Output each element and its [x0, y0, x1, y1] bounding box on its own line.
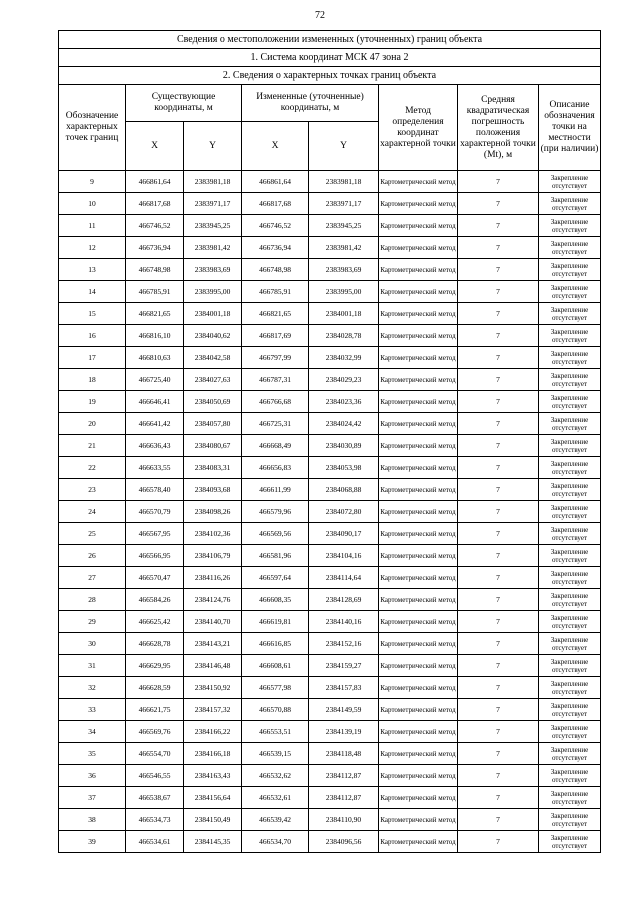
method-cell: Картометрический метод: [379, 721, 458, 743]
error-value: 7: [458, 567, 539, 589]
changed-x: 466785,91: [242, 281, 309, 303]
point-number: 39: [59, 831, 126, 853]
changed-x: 466608,35: [242, 589, 309, 611]
error-value: 7: [458, 391, 539, 413]
point-number: 26: [59, 545, 126, 567]
existing-y: 2384093,68: [184, 479, 242, 501]
table-row: [59, 435, 601, 457]
table-row: [59, 391, 601, 413]
changed-x: 466577,98: [242, 677, 309, 699]
table-row: [59, 347, 601, 369]
description-cell: Закрепление отсутствует: [539, 479, 601, 501]
method-cell: Картометрический метод: [379, 545, 458, 567]
point-number: 31: [59, 655, 126, 677]
existing-y: 2383945,25: [184, 215, 242, 237]
point-number: 36: [59, 765, 126, 787]
point-number: 29: [59, 611, 126, 633]
changed-x: 466539,15: [242, 743, 309, 765]
point-number: 27: [59, 567, 126, 589]
method-cell: Картометрический метод: [379, 523, 458, 545]
changed-y: 2384029,23: [309, 369, 379, 391]
changed-x: 466539,42: [242, 809, 309, 831]
point-number: 35: [59, 743, 126, 765]
error-value: 7: [458, 479, 539, 501]
changed-y: 2383971,17: [309, 193, 379, 215]
header-existing-y: Y: [184, 122, 242, 171]
table-row: [59, 259, 601, 281]
existing-x: 466816,10: [126, 325, 184, 347]
header-point-designation: Обозначение характерных точек границ: [59, 85, 126, 171]
description-cell: Закрепление отсутствует: [539, 369, 601, 391]
changed-y: 2384139,19: [309, 721, 379, 743]
table-row: [59, 303, 601, 325]
error-value: 7: [458, 259, 539, 281]
existing-x: 466641,42: [126, 413, 184, 435]
description-cell: Закрепление отсутствует: [539, 809, 601, 831]
existing-y: 2384156,64: [184, 787, 242, 809]
existing-x: 466821,65: [126, 303, 184, 325]
changed-y: 2384152,16: [309, 633, 379, 655]
table-row: [59, 171, 601, 193]
changed-y: 2384140,16: [309, 611, 379, 633]
existing-x: 466810,63: [126, 347, 184, 369]
point-number: 19: [59, 391, 126, 413]
existing-y: 2384001,18: [184, 303, 242, 325]
existing-x: 466584,26: [126, 589, 184, 611]
changed-y: 2384053,98: [309, 457, 379, 479]
description-cell: Закрепление отсутствует: [539, 347, 601, 369]
table-row: [59, 215, 601, 237]
description-cell: Закрепление отсутствует: [539, 633, 601, 655]
existing-x: 466569,76: [126, 721, 184, 743]
point-number: 28: [59, 589, 126, 611]
table-row: [59, 325, 601, 347]
existing-y: 2384098,26: [184, 501, 242, 523]
description-cell: Закрепление отсутствует: [539, 501, 601, 523]
changed-x: 466570,88: [242, 699, 309, 721]
table-row: [59, 633, 601, 655]
error-value: 7: [458, 765, 539, 787]
method-cell: Картометрический метод: [379, 831, 458, 853]
method-cell: Картометрический метод: [379, 611, 458, 633]
method-cell: Картометрический метод: [379, 391, 458, 413]
error-value: 7: [458, 501, 539, 523]
table-row: [59, 699, 601, 721]
changed-x: 466579,96: [242, 501, 309, 523]
point-number: 14: [59, 281, 126, 303]
description-cell: Закрепление отсутствует: [539, 303, 601, 325]
method-cell: Картометрический метод: [379, 237, 458, 259]
header-existing-x: X: [126, 122, 184, 171]
header-changed-coords: Измененные (уточненные) координаты, м: [242, 85, 379, 122]
changed-x: 466725,31: [242, 413, 309, 435]
existing-x: 466554,70: [126, 743, 184, 765]
method-cell: Картометрический метод: [379, 171, 458, 193]
boundary-points-table: [58, 30, 601, 853]
existing-x: 466636,43: [126, 435, 184, 457]
header-error: Средняя квадратическая погрешность положения характерной точки (Mt), м: [458, 85, 539, 171]
changed-y: 2384149,59: [309, 699, 379, 721]
error-value: 7: [458, 831, 539, 853]
description-cell: Закрепление отсутствует: [539, 787, 601, 809]
changed-y: 2384128,69: [309, 589, 379, 611]
description-cell: Закрепление отсутствует: [539, 743, 601, 765]
existing-x: 466646,41: [126, 391, 184, 413]
existing-x: 466621,75: [126, 699, 184, 721]
changed-x: 466748,98: [242, 259, 309, 281]
existing-x: 466570,79: [126, 501, 184, 523]
changed-y: 2384112,87: [309, 787, 379, 809]
changed-y: 2384114,64: [309, 567, 379, 589]
existing-y: 2384166,18: [184, 743, 242, 765]
error-value: 7: [458, 743, 539, 765]
changed-y: 2383945,25: [309, 215, 379, 237]
header-changed-x: X: [242, 122, 309, 171]
point-number: 18: [59, 369, 126, 391]
error-value: 7: [458, 303, 539, 325]
changed-x: 466656,83: [242, 457, 309, 479]
existing-x: 466748,98: [126, 259, 184, 281]
changed-x: 466766,68: [242, 391, 309, 413]
changed-x: 466532,62: [242, 765, 309, 787]
method-cell: Картометрический метод: [379, 765, 458, 787]
point-number: 24: [59, 501, 126, 523]
error-value: 7: [458, 611, 539, 633]
changed-x: 466797,99: [242, 347, 309, 369]
changed-x: 466532,61: [242, 787, 309, 809]
table-row: [59, 281, 601, 303]
changed-y: 2384159,27: [309, 655, 379, 677]
point-number: 22: [59, 457, 126, 479]
changed-y: 2384110,90: [309, 809, 379, 831]
existing-y: 2383981,18: [184, 171, 242, 193]
existing-y: 2383971,17: [184, 193, 242, 215]
error-value: 7: [458, 413, 539, 435]
point-number: 12: [59, 237, 126, 259]
error-value: 7: [458, 721, 539, 743]
method-cell: Картометрический метод: [379, 501, 458, 523]
description-cell: Закрепление отсутствует: [539, 215, 601, 237]
existing-y: 2384163,43: [184, 765, 242, 787]
changed-x: 466736,94: [242, 237, 309, 259]
method-cell: Картометрический метод: [379, 193, 458, 215]
changed-x: 466821,65: [242, 303, 309, 325]
existing-y: 2384157,32: [184, 699, 242, 721]
header-existing-coords: Существующие координаты, м: [126, 85, 242, 122]
description-cell: Закрепление отсутствует: [539, 545, 601, 567]
changed-y: 2384157,83: [309, 677, 379, 699]
existing-x: 466817,68: [126, 193, 184, 215]
changed-x: 466569,56: [242, 523, 309, 545]
existing-y: 2384057,80: [184, 413, 242, 435]
method-cell: Картометрический метод: [379, 435, 458, 457]
description-cell: Закрепление отсутствует: [539, 765, 601, 787]
error-value: 7: [458, 369, 539, 391]
point-number: 16: [59, 325, 126, 347]
changed-y: 2384032,99: [309, 347, 379, 369]
method-cell: Картометрический метод: [379, 215, 458, 237]
method-cell: Картометрический метод: [379, 479, 458, 501]
description-cell: Закрепление отсутствует: [539, 567, 601, 589]
table-row: [59, 479, 601, 501]
method-cell: Картометрический метод: [379, 303, 458, 325]
point-number: 17: [59, 347, 126, 369]
section-title: 2. Сведения о характерных точках границ объекта: [59, 67, 601, 85]
existing-y: 2383981,42: [184, 237, 242, 259]
changed-x: 466553,51: [242, 721, 309, 743]
table-row: [59, 721, 601, 743]
changed-x: 466616,85: [242, 633, 309, 655]
method-cell: Картометрический метод: [379, 347, 458, 369]
table-row: [59, 369, 601, 391]
description-cell: Закрепление отсутствует: [539, 655, 601, 677]
table-row: [59, 677, 601, 699]
changed-y: 2384072,80: [309, 501, 379, 523]
error-value: 7: [458, 171, 539, 193]
description-cell: Закрепление отсутствует: [539, 281, 601, 303]
description-cell: Закрепление отсутствует: [539, 171, 601, 193]
changed-x: 466817,68: [242, 193, 309, 215]
point-number: 30: [59, 633, 126, 655]
point-number: 13: [59, 259, 126, 281]
changed-y: 2384090,17: [309, 523, 379, 545]
method-cell: Картометрический метод: [379, 699, 458, 721]
table-row: [59, 809, 601, 831]
table-row: [59, 523, 601, 545]
existing-x: 466566,95: [126, 545, 184, 567]
method-cell: Картометрический метод: [379, 787, 458, 809]
existing-x: 466534,61: [126, 831, 184, 853]
method-cell: Картометрический метод: [379, 589, 458, 611]
existing-x: 466567,95: [126, 523, 184, 545]
description-cell: Закрепление отсутствует: [539, 391, 601, 413]
description-cell: Закрепление отсутствует: [539, 193, 601, 215]
description-cell: Закрепление отсутствует: [539, 677, 601, 699]
error-value: 7: [458, 655, 539, 677]
changed-y: 2383981,42: [309, 237, 379, 259]
error-value: 7: [458, 809, 539, 831]
existing-y: 2384042,58: [184, 347, 242, 369]
existing-y: 2384116,26: [184, 567, 242, 589]
existing-x: 466546,55: [126, 765, 184, 787]
description-cell: Закрепление отсутствует: [539, 699, 601, 721]
existing-y: 2383983,69: [184, 259, 242, 281]
changed-x: 466668,49: [242, 435, 309, 457]
changed-x: 466611,99: [242, 479, 309, 501]
existing-x: 466625,42: [126, 611, 184, 633]
existing-y: 2384027,63: [184, 369, 242, 391]
table-row: [59, 237, 601, 259]
error-value: 7: [458, 457, 539, 479]
method-cell: Картометрический метод: [379, 567, 458, 589]
table-row: [59, 611, 601, 633]
changed-x: 466534,70: [242, 831, 309, 853]
method-cell: Картометрический метод: [379, 457, 458, 479]
existing-x: 466534,73: [126, 809, 184, 831]
changed-y: 2383981,18: [309, 171, 379, 193]
existing-x: 466628,78: [126, 633, 184, 655]
existing-x: 466633,55: [126, 457, 184, 479]
table-row: [59, 545, 601, 567]
changed-x: 466581,96: [242, 545, 309, 567]
existing-y: 2384106,79: [184, 545, 242, 567]
table-row: [59, 655, 601, 677]
error-value: 7: [458, 589, 539, 611]
existing-y: 2384080,67: [184, 435, 242, 457]
existing-y: 2384166,22: [184, 721, 242, 743]
point-number: 9: [59, 171, 126, 193]
changed-y: 2384023,36: [309, 391, 379, 413]
description-cell: Закрепление отсутствует: [539, 435, 601, 457]
existing-x: 466736,94: [126, 237, 184, 259]
error-value: 7: [458, 435, 539, 457]
changed-y: 2384112,87: [309, 765, 379, 787]
error-value: 7: [458, 677, 539, 699]
description-cell: Закрепление отсутствует: [539, 611, 601, 633]
error-value: 7: [458, 281, 539, 303]
existing-y: 2384146,48: [184, 655, 242, 677]
method-cell: Картометрический метод: [379, 655, 458, 677]
point-number: 25: [59, 523, 126, 545]
error-value: 7: [458, 633, 539, 655]
point-number: 10: [59, 193, 126, 215]
header-method: Метод определения координат характерной точки: [379, 85, 458, 171]
description-cell: Закрепление отсутствует: [539, 523, 601, 545]
existing-y: 2384150,49: [184, 809, 242, 831]
existing-y: 2383995,00: [184, 281, 242, 303]
table-row: [59, 765, 601, 787]
table-row: [59, 787, 601, 809]
error-value: 7: [458, 325, 539, 347]
method-cell: Картометрический метод: [379, 677, 458, 699]
changed-y: 2384001,18: [309, 303, 379, 325]
page-number: 72: [315, 10, 325, 21]
table-row: [59, 193, 601, 215]
existing-y: 2384143,21: [184, 633, 242, 655]
table-row: [59, 567, 601, 589]
description-cell: Закрепление отсутствует: [539, 259, 601, 281]
error-value: 7: [458, 347, 539, 369]
existing-y: 2384102,36: [184, 523, 242, 545]
method-cell: Картометрический метод: [379, 809, 458, 831]
table-row: [59, 589, 601, 611]
point-number: 23: [59, 479, 126, 501]
changed-y: 2384118,48: [309, 743, 379, 765]
description-cell: Закрепление отсутствует: [539, 325, 601, 347]
error-value: 7: [458, 787, 539, 809]
changed-y: 2384096,56: [309, 831, 379, 853]
method-cell: Картометрический метод: [379, 369, 458, 391]
point-number: 32: [59, 677, 126, 699]
existing-y: 2384040,62: [184, 325, 242, 347]
point-number: 33: [59, 699, 126, 721]
existing-x: 466785,91: [126, 281, 184, 303]
header-changed-y: Y: [309, 122, 379, 171]
coordinate-system-title: 1. Система координат МСК 47 зона 2: [59, 49, 601, 67]
point-number: 34: [59, 721, 126, 743]
point-number: 37: [59, 787, 126, 809]
changed-y: 2384024,42: [309, 413, 379, 435]
changed-y: 2384068,88: [309, 479, 379, 501]
point-number: 11: [59, 215, 126, 237]
existing-y: 2384140,70: [184, 611, 242, 633]
changed-x: 466787,31: [242, 369, 309, 391]
point-number: 38: [59, 809, 126, 831]
description-cell: Закрепление отсутствует: [539, 413, 601, 435]
changed-x: 466608,61: [242, 655, 309, 677]
table-body: [59, 171, 601, 853]
point-number: 21: [59, 435, 126, 457]
error-value: 7: [458, 193, 539, 215]
method-cell: Картометрический метод: [379, 281, 458, 303]
changed-x: 466746,52: [242, 215, 309, 237]
table-row: [59, 501, 601, 523]
changed-y: 2384104,16: [309, 545, 379, 567]
changed-y: 2383983,69: [309, 259, 379, 281]
header-description: Описание обозначения точки на местности (при наличии): [539, 85, 601, 171]
existing-y: 2384150,92: [184, 677, 242, 699]
description-cell: Закрепление отсутствует: [539, 831, 601, 853]
error-value: 7: [458, 699, 539, 721]
existing-x: 466628,59: [126, 677, 184, 699]
error-value: 7: [458, 215, 539, 237]
existing-y: 2384124,76: [184, 589, 242, 611]
changed-y: 2383995,00: [309, 281, 379, 303]
table-row: [59, 413, 601, 435]
method-cell: Картометрический метод: [379, 633, 458, 655]
point-number: 20: [59, 413, 126, 435]
table-title: Сведения о местоположении измененных (уточненных) границ объекта: [59, 31, 601, 49]
error-value: 7: [458, 237, 539, 259]
method-cell: Картометрический метод: [379, 743, 458, 765]
point-number: 15: [59, 303, 126, 325]
existing-x: 466578,40: [126, 479, 184, 501]
changed-x: 466861,64: [242, 171, 309, 193]
table-row: [59, 743, 601, 765]
changed-y: 2384028,78: [309, 325, 379, 347]
description-cell: Закрепление отсутствует: [539, 589, 601, 611]
existing-x: 466725,40: [126, 369, 184, 391]
existing-x: 466746,52: [126, 215, 184, 237]
existing-x: 466629,95: [126, 655, 184, 677]
description-cell: Закрепление отсутствует: [539, 721, 601, 743]
existing-x: 466861,64: [126, 171, 184, 193]
changed-y: 2384030,89: [309, 435, 379, 457]
description-cell: Закрепление отсутствует: [539, 457, 601, 479]
changed-x: 466817,69: [242, 325, 309, 347]
changed-x: 466619,81: [242, 611, 309, 633]
method-cell: Картометрический метод: [379, 325, 458, 347]
existing-x: 466570,47: [126, 567, 184, 589]
description-cell: Закрепление отсутствует: [539, 237, 601, 259]
method-cell: Картометрический метод: [379, 413, 458, 435]
existing-y: 2384145,35: [184, 831, 242, 853]
error-value: 7: [458, 523, 539, 545]
table-row: [59, 457, 601, 479]
error-value: 7: [458, 545, 539, 567]
table-row: [59, 831, 601, 853]
existing-x: 466538,67: [126, 787, 184, 809]
existing-y: 2384050,69: [184, 391, 242, 413]
method-cell: Картометрический метод: [379, 259, 458, 281]
existing-y: 2384083,31: [184, 457, 242, 479]
changed-x: 466597,64: [242, 567, 309, 589]
